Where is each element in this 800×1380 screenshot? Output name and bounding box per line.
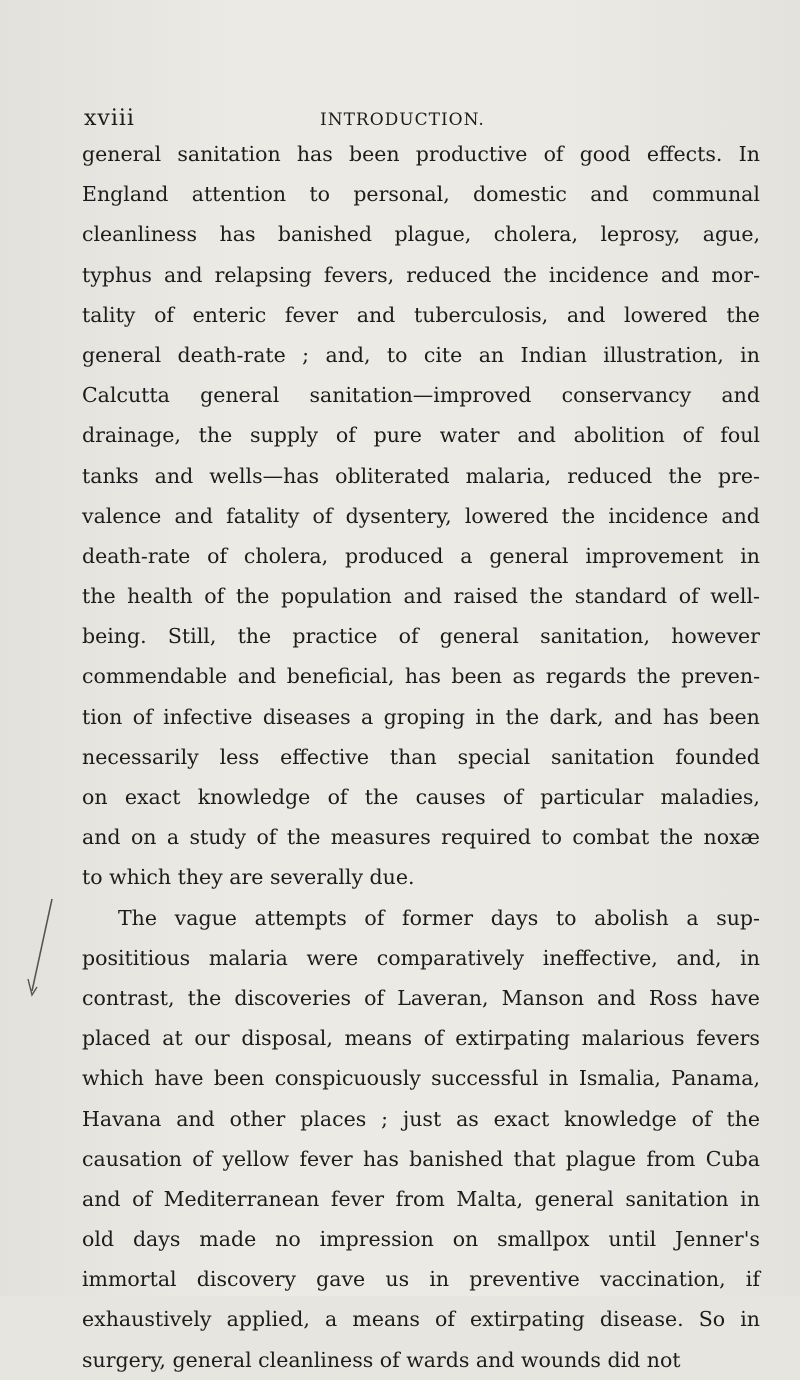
pencil-margin-mark — [18, 895, 58, 1005]
text-line: Calcutta general sanitation—improved conservancy and — [82, 383, 760, 408]
text-line: England attention to personal, domestic and communal — [82, 182, 760, 207]
text-line: being. Still, the practice of general sanitation, however — [82, 624, 760, 649]
text-line: causation of yellow fever has banished that plague from Cuba — [82, 1146, 760, 1171]
text-line: to which they are severally due. — [82, 865, 415, 890]
text-line: death-rate of cholera, produced a general improvement in — [82, 543, 760, 568]
text-line: cleanliness has banished plague, cholera, leprosy, ague, — [82, 222, 760, 247]
text-line: tality of enteric fever and tuberculosis, and lowered the — [82, 302, 760, 327]
text-line: contrast, the discoveries of Laveran, Manson and Ross have — [82, 985, 760, 1010]
body-text — [82, 134, 760, 1380]
text-line: valence and fatality of dysentery, lowered the incidence and — [82, 503, 760, 528]
text-line: the health of the population and raised the standard of well- — [82, 584, 760, 609]
text-line: old days made no impression on smallpox until Jenner's — [82, 1227, 760, 1252]
text-line: Havana and other places ; just as exact knowledge of the — [82, 1106, 760, 1131]
page-number: xviii — [84, 106, 135, 131]
text-line: necessarily less effective than special sanitation founded — [82, 744, 760, 769]
text-line: placed at our disposal, means of extirpating malarious fevers — [82, 1026, 760, 1051]
text-line: general sanitation has been productive of good effects. In — [82, 142, 760, 166]
text-line: typhus and relapsing fevers, reduced the incidence and mor- — [82, 262, 760, 287]
text-line: surgery, general cleanliness of wards and wounds did not — [82, 1347, 681, 1372]
text-line: commendable and beneficial, has been as regards the preven- — [82, 664, 760, 689]
text-line: which have been conspicuously successful in Ismalia, Panama, — [82, 1066, 760, 1091]
text-line: exhaustively applied, a means of extirpating disease. So in — [82, 1307, 760, 1332]
text-line: and on a study of the measures required to combat the noxæ — [82, 825, 760, 850]
text-line: on exact knowledge of the causes of particular maladies, — [82, 785, 760, 809]
text-line: posititious malaria were comparatively ineffective, and, in — [82, 945, 760, 970]
text-line: immortal discovery gave us in preventive vaccination, if — [82, 1267, 760, 1292]
text-line: general death-rate ; and, to cite an Indian illustration, in — [82, 342, 760, 367]
running-head — [84, 106, 744, 136]
text-line: drainage, the supply of pure water and abolition of foul — [82, 423, 760, 448]
running-title: INTRODUCTION. — [320, 110, 485, 130]
text-line: tion of infective diseases a groping in the dark, and has been — [82, 704, 760, 729]
text-line: tanks and wells—has obliterated malaria, reduced the pre- — [82, 463, 760, 488]
text-line: and of Mediterranean fever from Malta, general sanitation in — [82, 1186, 760, 1211]
text-line: The vague attempts of former days to abolish a sup- — [118, 905, 760, 930]
